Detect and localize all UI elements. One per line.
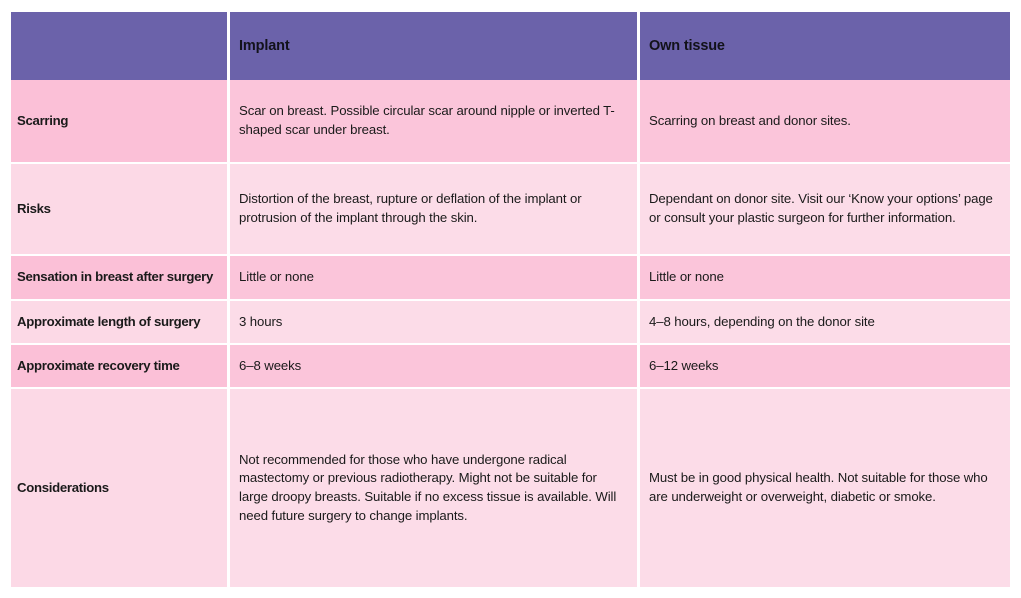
row-label-considerations: Considerations xyxy=(11,389,230,587)
table-row xyxy=(11,301,1010,345)
comparison-table xyxy=(11,12,1010,587)
column-header-blank xyxy=(11,12,230,80)
cell-sensation-implant: Little or none xyxy=(230,256,640,301)
column-header-own-tissue: Own tissue xyxy=(640,12,1010,80)
column-header-implant: Implant xyxy=(230,12,640,80)
row-label-scarring: Scarring xyxy=(11,80,230,164)
header-row xyxy=(11,12,1010,80)
cell-considerations-own-tissue: Must be in good physical health. Not suitable for those who are underweight or overweight, diabetic or smoke. xyxy=(640,389,1010,587)
cell-scarring-implant: Scar on breast. Possible circular scar around nipple or inverted T-shaped scar under breast. xyxy=(230,80,640,164)
table-row xyxy=(11,256,1010,301)
row-label-risks: Risks xyxy=(11,164,230,256)
cell-risks-implant: Distortion of the breast, rupture or deflation of the implant or protrusion of the implant through the skin. xyxy=(230,164,640,256)
cell-length-own-tissue: 4–8 hours, depending on the donor site xyxy=(640,301,1010,345)
table-row xyxy=(11,345,1010,389)
cell-length-implant: 3 hours xyxy=(230,301,640,345)
cell-considerations-implant: Not recommended for those who have undergone radical mastectomy or previous radiotherapy. Might not be suitable for large droopy breasts. Suitable if no excess tissue is available. Will need future surgery to change implants. xyxy=(230,389,640,587)
cell-risks-own-tissue: Dependant on donor site. Visit our ‘Know your options’ page or consult your plastic surgeon for further information. xyxy=(640,164,1010,256)
table-header xyxy=(11,12,1010,80)
table-body xyxy=(11,80,1010,587)
row-label-approximate-length-of-surgery: Approximate length of surgery xyxy=(11,301,230,345)
table-row xyxy=(11,164,1010,256)
cell-recovery-own-tissue: 6–12 weeks xyxy=(640,345,1010,389)
row-label-sensation-in-breast-after-surgery: Sensation in breast after surgery xyxy=(11,256,230,301)
table-row xyxy=(11,80,1010,164)
cell-scarring-own-tissue: Scarring on breast and donor sites. xyxy=(640,80,1010,164)
cell-sensation-own-tissue: Little or none xyxy=(640,256,1010,301)
table-row xyxy=(11,389,1010,587)
cell-recovery-implant: 6–8 weeks xyxy=(230,345,640,389)
row-label-approximate-recovery-time: Approximate recovery time xyxy=(11,345,230,389)
